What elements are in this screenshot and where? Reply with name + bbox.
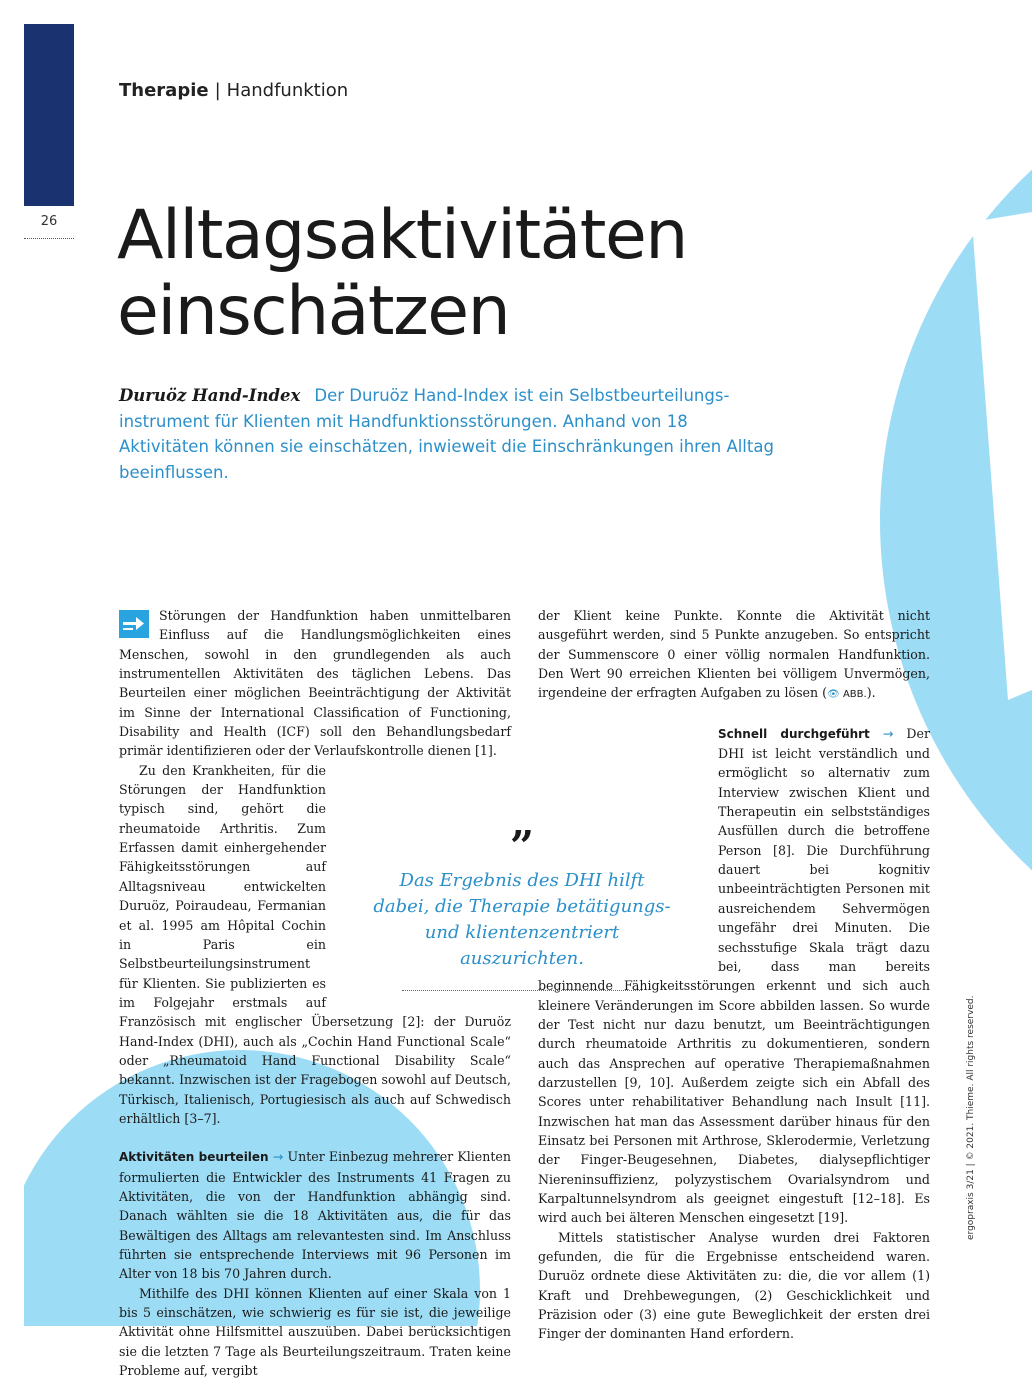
paragraph: Mithilfe des DHI können Klienten auf einer Skala von 1 bis 5 einschätzen, wie schwierig es für sie ist, die jeweilige Aktivität ohne Hilfsmittel auszuüben. Dabei berücksichtigen sie die letzten 7 Tage als Beurteilungszeitraum. Traten keine Probleme auf, vergibt (119, 1285, 511, 1379)
quote-mark-icon: ” (509, 822, 535, 871)
paragraph-text: der Klient keine Punkte. Konnte die Aktivität nicht ausgeführt werden, sind 5 Punkte anzugeben. So entspricht der Summenscore 0 einer völlig normalen Handfunktion. Den Wert 90 erreichen Klienten bei völligem Unvermögen, irgendeine der erfragten Aufgaben zu lösen ( (538, 608, 930, 701)
section-heading (119, 80, 348, 101)
run-in-heading: Aktivitäten beurteilen (119, 1150, 269, 1165)
paragraph (538, 606, 930, 705)
section-sub: Handfunktion (226, 80, 349, 101)
page-number-divider (24, 238, 74, 239)
figure-reference[interactable] (827, 689, 867, 700)
navy-side-bar (24, 24, 74, 206)
figure-reference-label: ABB. (842, 689, 867, 701)
paragraph-text-end: ). (866, 685, 876, 701)
paragraph: Mittels statistischer Analyse wurden drei Faktoren gefunden, die für die Ergebnisse entscheidend waren. Duruöz ordnete diese Aktivitäten zu: die, die vor allem (1) Kraft und Drehbewegungen, (2) Geschicklichkeit und Präzision oder (3) eine gute Beweglichkeit der ersten drei Finger der dominanten Hand erfordern. (538, 1229, 930, 1342)
arrow-icon: → (272, 1149, 284, 1165)
article-start-arrow-icon (119, 610, 149, 638)
paragraph-text: Der DHI ist leicht verständlich und ermöglicht so alternativ zum Interview zwischen Klient und Therapeutin ein selbstständiges Ausfüllen durch die betroffene Person [8]. Die Durchführung dauert bei kognitiv unbeeinträchtigten Personen mit ausreichendem Sehvermögen ungefähr drei Minuten. Die sechsstufige Skala trägt dazu bei, dass man bereits beginnende Fähigkeitsstörungen erkennt und sich auch kleinere Veränderungen im Score abbilden lassen. So wurde der Test nicht nur dazu benutzt, um Beeinträchtigungen durch rheumatoide Arthritis zu dokumentieren, sondern auch das Ansprechen auf operative Therapiemaßnahmen darzustellen [9, 10]. Außerdem zeigte sich ein Abfall des Scores unter rehabilitativer Behandlung nach Insult [11]. Inzwischen hat man das Assessment darüber hinaus für den Einsatz bei Personen mit Arthrose, Sklerodermie, Verletzung der Finger-Beugesehnen, Diabetes, dialysepflichtiger Niereninsuffizienz, polyzystischem Ovarialsyndrom und Karpaltunnelsyndrom als geeignet eingestuft [12–18]. Es wird auch bei älteren Menschen eingesetzt [19]. (538, 725, 930, 1226)
pullquote-text: Das Ergebnis des DHI hilft dabei, die Therapie betätigungs- und klientenzentriert auszurichten. (373, 870, 671, 969)
pullquote-divider (402, 990, 642, 991)
article-title (117, 198, 687, 350)
section-main: Therapie (119, 80, 209, 101)
section-separator: | (214, 80, 221, 101)
eye-icon: 👁 (827, 689, 840, 701)
arrow-icon: → (882, 725, 894, 741)
page-number: 26 (40, 214, 58, 229)
paragraph-with-heading (119, 1147, 511, 1283)
paragraph: Störungen der Handfunktion haben unmittelbaren Einfluss auf die Handlungsmöglichkeiten eines Menschen, sowohl in den grundlegenden als auch instrumentellen Aktivitäten des täglichen Lebens. Das Beurteilen einer möglichen Beeinträchtigung der Aktivität im Sinne der International Classification of Functioning, Disability and Health (ICF) soll den Behandlungsbedarf primär identifizieren oder der Verlaufskontrolle dienen [1]. (119, 608, 511, 759)
paragraph: Zu den Krankheiten, für die Störungen der Handfunktion typisch sind, gehört die rheumatoide Arthritis. Zum Erfassen damit einhergehender Fähigkeitsstörungen auf Alltagsniveau entwickelten Duruöz, Poiraudeau, Fermanian et al. 1995 am Hôpital Cochin in Paris ein Selbstbeurteilungsinstrument für Klienten. Sie publizierten es im Folgejahr erstmals auf Französisch mit englischer Übersetzung [2]: der Duruöz Hand-Index (DHI), auch als „Cochin Hand Functional Scale“ oder „Rheumatoid Hand Functional Disability Scale“ bekannt. Inzwischen ist der Fragebogen sowohl auf Deutsch, Türkisch, Italienisch, Portugiesisch als auch auf Schwedisch erhältlich [3–7]. (119, 762, 511, 1126)
lead-title: Duruöz Hand-Index (119, 386, 301, 405)
paragraph-text: Unter Einbezug mehrerer Klienten formulierten die Entwickler des Instruments 41 Fragen zu Aktivitäten, die von der Handfunktion abhängig sind. Danach wählten sie die 18 Aktivitäten aus, die für das Bewältigen des Alltags am relevantesten sind. Im Anschluss führten sie entsprechende Interviews mit 96 Personen im Alter von 18 bis 70 Jahren durch. (119, 1149, 511, 1282)
lead-paragraph (119, 383, 779, 485)
article-title-line-2: einschätzen (117, 272, 510, 351)
article-title-line-1: Alltagsaktivitäten (117, 196, 687, 275)
run-in-heading: Schnell durchgeführt (718, 726, 870, 741)
body-column-left (119, 606, 511, 1380)
copyright-note: ergopraxis 3/21 | © 2021. Thieme. All rights reserved. (966, 995, 976, 1240)
lead-text: Der Duruöz Hand-Index ist ein Selbstbeurteilungs-instrument für Klienten mit Handfunktionsstörungen. Anhand von 18 Aktivitäten können sie einschätzen, inwieweit die Einschränkungen ihren Alltag beeinflussen. (119, 386, 774, 482)
pullquote (372, 822, 672, 991)
